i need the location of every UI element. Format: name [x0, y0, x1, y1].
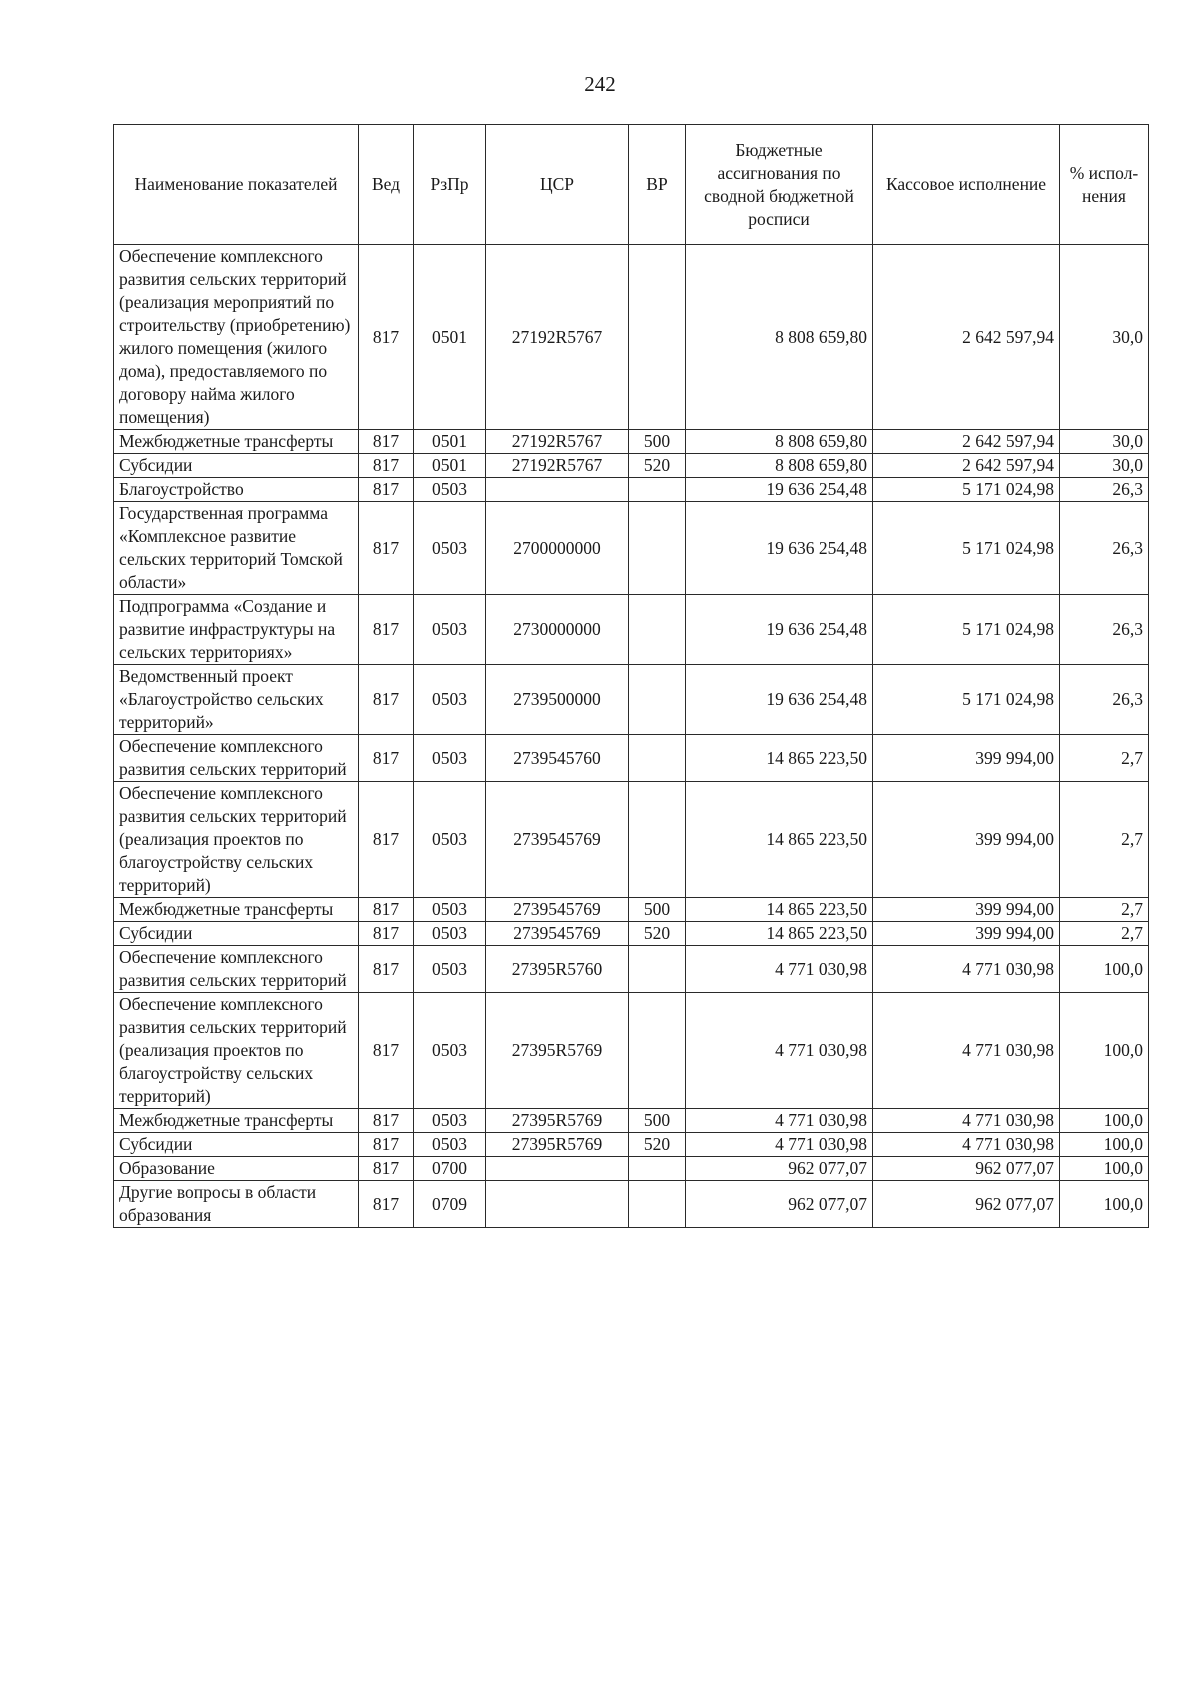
row-assignments: 8 808 659,80 — [686, 245, 873, 430]
row-vr — [629, 993, 686, 1109]
row-vr: 500 — [629, 1109, 686, 1133]
row-percent: 2,7 — [1060, 735, 1149, 782]
row-name: Межбюджетные трансферты — [114, 430, 359, 454]
table-row — [114, 1133, 1149, 1157]
header-percent: % испол-нения — [1060, 125, 1149, 245]
row-assignments: 14 865 223,50 — [686, 922, 873, 946]
row-ved: 817 — [359, 782, 414, 898]
row-assignments: 4 771 030,98 — [686, 993, 873, 1109]
row-assignments: 962 077,07 — [686, 1181, 873, 1228]
row-name: Подпрограмма «Создание и развитие инфраструктуры на сельских территориях» — [114, 595, 359, 665]
row-csr: 2739545769 — [486, 922, 629, 946]
row-ved: 817 — [359, 1157, 414, 1181]
row-percent: 26,3 — [1060, 595, 1149, 665]
row-name: Субсидии — [114, 454, 359, 478]
table-row — [114, 898, 1149, 922]
row-name: Государственная программа «Комплексное развитие сельских территорий Томской области» — [114, 502, 359, 595]
row-execution: 399 994,00 — [873, 922, 1060, 946]
row-rzpr: 0503 — [414, 1133, 486, 1157]
row-assignments: 14 865 223,50 — [686, 735, 873, 782]
row-percent: 26,3 — [1060, 502, 1149, 595]
row-execution: 399 994,00 — [873, 735, 1060, 782]
row-name: Благоустройство — [114, 478, 359, 502]
row-rzpr: 0503 — [414, 735, 486, 782]
row-rzpr: 0709 — [414, 1181, 486, 1228]
row-execution: 4 771 030,98 — [873, 1133, 1060, 1157]
row-csr: 2739545769 — [486, 898, 629, 922]
row-name: Другие вопросы в области образования — [114, 1181, 359, 1228]
header-rzpr: РзПр — [414, 125, 486, 245]
row-csr — [486, 1157, 629, 1181]
table-row — [114, 595, 1149, 665]
row-ved: 817 — [359, 502, 414, 595]
row-assignments: 4 771 030,98 — [686, 1109, 873, 1133]
row-ved: 817 — [359, 1181, 414, 1228]
row-percent: 26,3 — [1060, 478, 1149, 502]
row-assignments: 14 865 223,50 — [686, 898, 873, 922]
row-rzpr: 0503 — [414, 595, 486, 665]
row-csr: 27192R5767 — [486, 245, 629, 430]
row-rzpr: 0503 — [414, 478, 486, 502]
header-ved: Вед — [359, 125, 414, 245]
table-row — [114, 1181, 1149, 1228]
row-vr: 520 — [629, 454, 686, 478]
row-assignments: 962 077,07 — [686, 1157, 873, 1181]
row-percent: 2,7 — [1060, 898, 1149, 922]
row-percent: 100,0 — [1060, 1181, 1149, 1228]
row-ved: 817 — [359, 922, 414, 946]
row-ved: 817 — [359, 454, 414, 478]
row-execution: 962 077,07 — [873, 1157, 1060, 1181]
row-execution: 962 077,07 — [873, 1181, 1060, 1228]
table-row — [114, 454, 1149, 478]
row-rzpr: 0503 — [414, 782, 486, 898]
row-execution: 2 642 597,94 — [873, 245, 1060, 430]
row-csr: 27395R5769 — [486, 1133, 629, 1157]
row-vr — [629, 735, 686, 782]
row-execution: 5 171 024,98 — [873, 595, 1060, 665]
row-vr: 520 — [629, 1133, 686, 1157]
page-number: 242 — [584, 72, 616, 96]
row-rzpr: 0501 — [414, 454, 486, 478]
table-row — [114, 993, 1149, 1109]
table-row — [114, 1157, 1149, 1181]
table-row — [114, 502, 1149, 595]
row-name: Субсидии — [114, 922, 359, 946]
row-name: Обеспечение комплексного развития сельских территорий — [114, 946, 359, 993]
row-execution: 2 642 597,94 — [873, 430, 1060, 454]
row-rzpr: 0700 — [414, 1157, 486, 1181]
row-execution: 5 171 024,98 — [873, 665, 1060, 735]
row-vr: 500 — [629, 898, 686, 922]
row-ved: 817 — [359, 946, 414, 993]
row-ved: 817 — [359, 1133, 414, 1157]
table-row — [114, 946, 1149, 993]
row-assignments: 19 636 254,48 — [686, 665, 873, 735]
row-vr — [629, 946, 686, 993]
row-assignments: 14 865 223,50 — [686, 782, 873, 898]
row-name: Образование — [114, 1157, 359, 1181]
row-percent: 2,7 — [1060, 782, 1149, 898]
row-vr — [629, 1157, 686, 1181]
row-percent: 26,3 — [1060, 665, 1149, 735]
row-name: Межбюджетные трансферты — [114, 898, 359, 922]
row-assignments: 8 808 659,80 — [686, 430, 873, 454]
row-execution: 5 171 024,98 — [873, 478, 1060, 502]
row-ved: 817 — [359, 595, 414, 665]
table-row — [114, 245, 1149, 430]
header-execution: Кассовое исполнение — [873, 125, 1060, 245]
row-percent: 30,0 — [1060, 430, 1149, 454]
row-name: Обеспечение комплексного развития сельских территорий — [114, 735, 359, 782]
budget-table — [113, 124, 1149, 1228]
row-csr: 27395R5769 — [486, 1109, 629, 1133]
row-execution: 2 642 597,94 — [873, 454, 1060, 478]
row-name: Межбюджетные трансферты — [114, 1109, 359, 1133]
row-csr: 2739500000 — [486, 665, 629, 735]
row-vr — [629, 595, 686, 665]
row-rzpr: 0503 — [414, 665, 486, 735]
row-percent: 100,0 — [1060, 1133, 1149, 1157]
table-row — [114, 922, 1149, 946]
row-rzpr: 0503 — [414, 946, 486, 993]
row-rzpr: 0503 — [414, 502, 486, 595]
row-ved: 817 — [359, 898, 414, 922]
row-percent: 100,0 — [1060, 993, 1149, 1109]
row-rzpr: 0503 — [414, 1109, 486, 1133]
row-execution: 399 994,00 — [873, 898, 1060, 922]
row-rzpr: 0503 — [414, 898, 486, 922]
row-assignments: 8 808 659,80 — [686, 454, 873, 478]
row-csr: 2730000000 — [486, 595, 629, 665]
row-assignments: 19 636 254,48 — [686, 595, 873, 665]
row-percent: 30,0 — [1060, 245, 1149, 430]
row-assignments: 4 771 030,98 — [686, 946, 873, 993]
row-percent: 100,0 — [1060, 1109, 1149, 1133]
row-assignments: 19 636 254,48 — [686, 478, 873, 502]
row-name: Обеспечение комплексного развития сельских территорий (реализация проектов по благоустройству сельских территорий) — [114, 993, 359, 1109]
row-csr: 27192R5767 — [486, 454, 629, 478]
row-vr — [629, 502, 686, 595]
row-execution: 5 171 024,98 — [873, 502, 1060, 595]
table-row — [114, 478, 1149, 502]
row-csr: 27395R5760 — [486, 946, 629, 993]
row-ved: 817 — [359, 430, 414, 454]
header-csr: ЦСР — [486, 125, 629, 245]
row-name: Субсидии — [114, 1133, 359, 1157]
row-csr — [486, 478, 629, 502]
row-vr — [629, 782, 686, 898]
row-percent: 2,7 — [1060, 922, 1149, 946]
row-execution: 4 771 030,98 — [873, 946, 1060, 993]
row-csr: 2739545760 — [486, 735, 629, 782]
row-execution: 4 771 030,98 — [873, 1109, 1060, 1133]
row-name: Обеспечение комплексного развития сельских территорий (реализация проектов по благоустройству сельских территорий) — [114, 782, 359, 898]
row-rzpr: 0503 — [414, 922, 486, 946]
row-name: Обеспечение комплексного развития сельских территорий (реализация мероприятий по строительству (приобретению) жилого помещения (жилого дома), предоставляемого по договору найма жилого помещения) — [114, 245, 359, 430]
row-ved: 817 — [359, 1109, 414, 1133]
row-vr — [629, 1181, 686, 1228]
row-percent: 100,0 — [1060, 1157, 1149, 1181]
row-rzpr: 0501 — [414, 430, 486, 454]
row-vr: 500 — [629, 430, 686, 454]
row-execution: 4 771 030,98 — [873, 993, 1060, 1109]
table-row — [114, 782, 1149, 898]
row-ved: 817 — [359, 478, 414, 502]
row-csr: 2739545769 — [486, 782, 629, 898]
row-assignments: 19 636 254,48 — [686, 502, 873, 595]
row-assignments: 4 771 030,98 — [686, 1133, 873, 1157]
row-csr: 2700000000 — [486, 502, 629, 595]
row-csr: 27192R5767 — [486, 430, 629, 454]
row-ved: 817 — [359, 735, 414, 782]
row-vr: 520 — [629, 922, 686, 946]
row-percent: 30,0 — [1060, 454, 1149, 478]
row-rzpr: 0501 — [414, 245, 486, 430]
row-execution: 399 994,00 — [873, 782, 1060, 898]
row-ved: 817 — [359, 993, 414, 1109]
row-name: Ведомственный проект «Благоустройство сельских территорий» — [114, 665, 359, 735]
row-ved: 817 — [359, 245, 414, 430]
row-vr — [629, 478, 686, 502]
row-vr — [629, 245, 686, 430]
header-vr: ВР — [629, 125, 686, 245]
row-ved: 817 — [359, 665, 414, 735]
row-csr — [486, 1181, 629, 1228]
table-row — [114, 1109, 1149, 1133]
header-assignments: Бюджетные ассигнования по сводной бюджетной росписи — [686, 125, 873, 245]
row-vr — [629, 665, 686, 735]
row-percent: 100,0 — [1060, 946, 1149, 993]
table-row — [114, 735, 1149, 782]
table-row — [114, 665, 1149, 735]
header-name: Наименование показателей — [114, 125, 359, 245]
row-csr: 27395R5769 — [486, 993, 629, 1109]
row-rzpr: 0503 — [414, 993, 486, 1109]
table-row — [114, 430, 1149, 454]
table-header-row — [114, 125, 1149, 245]
